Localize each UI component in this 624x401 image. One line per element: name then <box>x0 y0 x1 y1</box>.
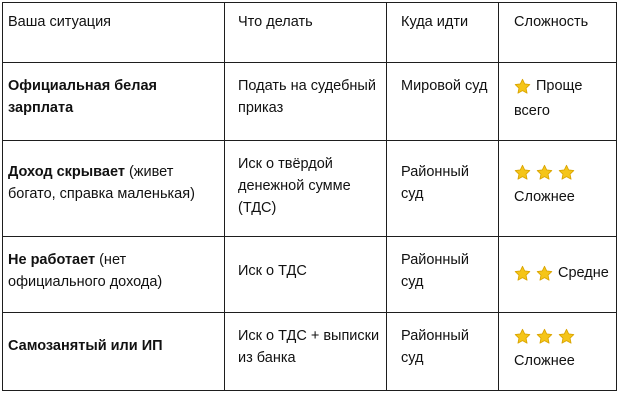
situation-cell <box>3 237 225 313</box>
difficulty-stars <box>514 265 558 287</box>
star-icon <box>558 164 575 181</box>
action-cell: Подать на судебный приказ <box>225 63 387 141</box>
comparison-table <box>2 2 617 391</box>
star-icon <box>514 328 531 345</box>
star-icon <box>558 328 575 345</box>
court-cell: Районный суд <box>387 313 499 391</box>
header-situation: Ваша ситуация <box>3 3 225 63</box>
table-row <box>3 63 617 141</box>
situation-note: (живет богато, справка маленькая) <box>8 164 195 202</box>
action-cell: Иск о ТДС + выписки из банка <box>225 313 387 391</box>
difficulty-label: Сложнее <box>514 189 575 205</box>
court-cell: Мировой суд <box>387 63 499 141</box>
difficulty-label: Средне <box>558 265 609 281</box>
difficulty-cell <box>499 141 617 237</box>
difficulty-stars <box>514 328 580 350</box>
star-icon <box>536 265 553 282</box>
situation-bold: Не работает <box>8 252 96 268</box>
star-icon <box>514 78 531 95</box>
star-icon <box>514 164 531 181</box>
court-cell: Районный суд <box>387 237 499 313</box>
action-cell: Иск о твёрдой денежной сумме (ТДС) <box>225 141 387 237</box>
table-header-row <box>3 3 617 63</box>
star-icon <box>536 328 553 345</box>
star-icon <box>536 164 553 181</box>
header-court: Куда идти <box>387 3 499 63</box>
situation-bold: Официальная белая зарплата <box>8 78 157 116</box>
situation-cell <box>3 141 225 237</box>
table-row <box>3 237 617 313</box>
situation-cell <box>3 63 225 141</box>
court-cell: Районный суд <box>387 141 499 237</box>
difficulty-stars <box>514 78 536 100</box>
header-action: Что делать <box>225 3 387 63</box>
difficulty-cell <box>499 63 617 141</box>
star-icon <box>514 265 531 282</box>
action-cell: Иск о ТДС <box>225 237 387 313</box>
difficulty-label: Проще всего <box>514 78 583 119</box>
table-row <box>3 313 617 391</box>
situation-cell <box>3 313 225 391</box>
situation-note: (нет официального дохода) <box>8 252 163 290</box>
difficulty-label: Сложнее <box>514 353 575 369</box>
difficulty-cell <box>499 237 617 313</box>
situation-bold: Доход скрывает <box>8 164 125 180</box>
header-difficulty: Сложность <box>499 3 617 63</box>
table-row <box>3 141 617 237</box>
situation-bold: Самозанятый или ИП <box>8 338 163 354</box>
difficulty-stars <box>514 164 580 186</box>
difficulty-cell <box>499 313 617 391</box>
